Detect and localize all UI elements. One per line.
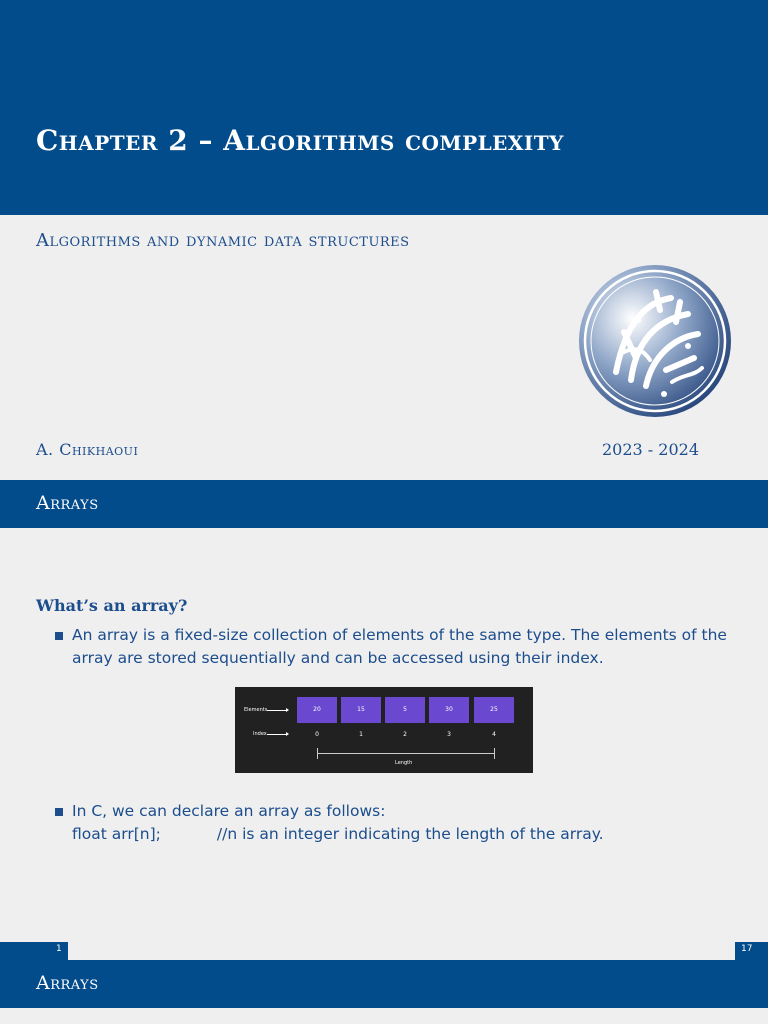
author-name: A. Chikhaoui bbox=[36, 440, 139, 459]
academic-year: 2023 - 2024 bbox=[602, 440, 700, 459]
footer-bar bbox=[0, 942, 768, 960]
seal-graphic bbox=[576, 262, 734, 420]
array-figure bbox=[235, 687, 533, 773]
array-index: 0 bbox=[315, 731, 319, 738]
block-heading: What’s an array? bbox=[36, 596, 188, 615]
frame-title-band bbox=[0, 960, 768, 1008]
length-label: Length bbox=[395, 760, 413, 766]
bullet-text: An array is a fixed-size collection of elements of the same type. The elements of the array are stored sequentially and can be accessed using their index. bbox=[72, 626, 727, 667]
array-cell: 5 bbox=[385, 697, 425, 723]
footer-left bbox=[0, 942, 68, 960]
frame-title-band bbox=[0, 480, 768, 528]
slide-title: Chapter 2 – Algorithms complexity bbox=[36, 124, 564, 157]
slide-subtitle: Algorithms and dynamic data structures bbox=[36, 230, 410, 251]
array-index: 2 bbox=[403, 731, 407, 738]
bullet-item bbox=[72, 624, 732, 670]
array-cell: 15 bbox=[341, 697, 381, 723]
slide-background bbox=[0, 1008, 768, 1024]
index-label: Index bbox=[253, 731, 267, 737]
code-comment: //n is an integer indicating the length of the array. bbox=[216, 825, 604, 843]
array-cell: 30 bbox=[429, 697, 469, 723]
array-index: 1 bbox=[359, 731, 363, 738]
array-index: 4 bbox=[492, 731, 496, 738]
index-arrow-icon bbox=[267, 734, 287, 735]
page-number-17: 17 bbox=[741, 944, 753, 954]
elements-arrow-icon bbox=[267, 710, 287, 711]
code-line bbox=[72, 823, 732, 846]
university-seal-icon bbox=[576, 262, 734, 420]
bullet-item bbox=[72, 800, 732, 846]
page-number-1: 1 bbox=[56, 944, 62, 954]
length-line bbox=[317, 753, 494, 754]
code-declaration: float arr[n]; bbox=[72, 825, 161, 843]
array-cell: 25 bbox=[474, 697, 514, 723]
footer-right bbox=[735, 942, 768, 960]
bullet-square-icon bbox=[55, 632, 63, 640]
frame-title: Arrays bbox=[36, 972, 99, 994]
frame-title: Arrays bbox=[36, 492, 99, 514]
title-band bbox=[0, 0, 768, 215]
bullet-square-icon bbox=[55, 808, 63, 816]
array-index: 3 bbox=[447, 731, 451, 738]
array-cell: 20 bbox=[297, 697, 337, 723]
bullet-text: In C, we can declare an array as follows: bbox=[72, 802, 386, 820]
length-tick bbox=[494, 748, 495, 759]
elements-label: Elements bbox=[244, 707, 268, 713]
